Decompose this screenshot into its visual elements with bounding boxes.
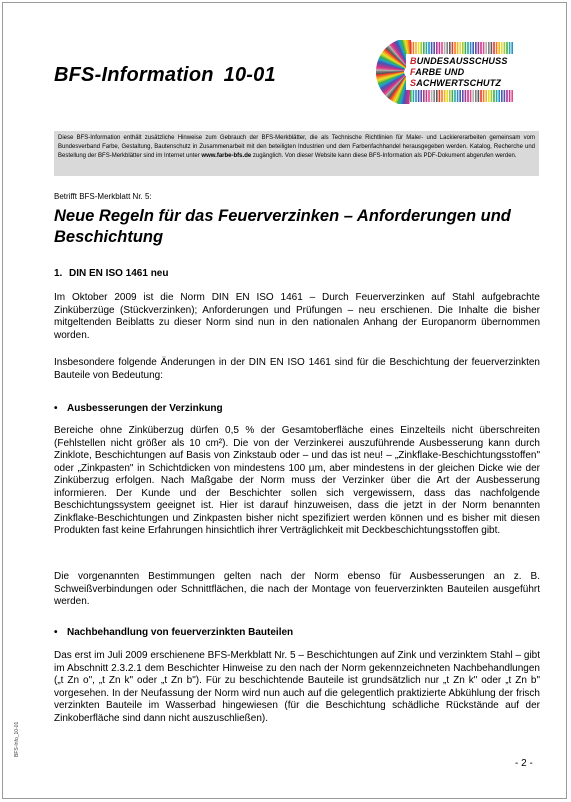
reference-line: Betrifft BFS-Merkblatt Nr. 5: [54, 192, 152, 201]
bullet-1-heading [54, 403, 223, 414]
logo-stripe [428, 42, 430, 54]
logo-stripe [504, 42, 506, 54]
bullet-icon: • [54, 627, 58, 638]
side-document-code: BFS-Info_10-01 [14, 721, 20, 757]
logo-stripe [509, 42, 511, 54]
logo-stripe [480, 42, 482, 54]
logo-stripe [415, 42, 417, 54]
section-1-paragraph-2: Insbesondere folgende Änderungen in der DIN EN ISO 1461 sind für die Beschichtung der feuerverzinkten Bauteile von Bedeutung: [54, 357, 540, 381]
logo-stripe [444, 90, 446, 102]
logo-stripe [493, 42, 495, 54]
logo-stripe [418, 90, 420, 102]
document-number: 10-01 [223, 64, 276, 86]
logo-stripe [475, 90, 477, 102]
logo-stripe [485, 90, 487, 102]
logo-stripe [446, 90, 448, 102]
logo-stripe [504, 90, 506, 102]
document-title [54, 64, 276, 87]
logo-stripe [431, 90, 433, 102]
logo-stripe [488, 90, 490, 102]
section-number: 1. [54, 268, 63, 279]
logo-stripe [433, 42, 435, 54]
logo-line-2: FARBE UND [410, 67, 465, 77]
info-text: Diese BFS-Information enthält zusätzliche Hinweise zum Gebrauch der BFS-Merkblätter, die als Technische Richtlinien für Maler- und Lackiererarbeiten gemeinsam vom Bundesverband Farbe, Gestaltung, Bautenschutz in Zusammenarbeit mit den beteiligten Industrien und dem Farbenfachhandel herausgegeben werden. Katalog, Recherche und Bestellung der BFS-Merkblätter sind im Internet unter [58, 135, 535, 160]
logo-stripe [433, 90, 435, 102]
logo-stripe [467, 90, 469, 102]
logo-stripe [452, 42, 454, 54]
bullet-1-paragraph-1: Bereiche ohne Zinküberzug dürfen 0,5 % der Gesamtoberfläche eines Einzelteils nicht überschreiten (Fehlstellen nicht größer als 10 cm²). Die von der Verzinkerei auszuführende Ausbesserung kann durch Zinklote, Beschichtungen auf Basis von Zinkstaub oder – und das ist neu! – „Zinkflake-Beschichtungsstoffen" oder „Zinkpasten" in Schichtdicken von mindestens 100 µm, aber mindestens in der gleichen Dicke wie der Zinküberzug erfolgen. Nach Maßgabe der Norm muss der Verzinker über die Art der Ausbesserung informieren. Der Kunde und der Beschichter sollen sich vergewissern, dass das nachfolgende Beschichtungssystem geeignet ist. Hier ist darauf hinzuweisen, dass die jetzt in der Norm benannten Zinkflake-Beschichtungen und Zinkpasten bisher nicht spezifiziert werden können und es bisher mit diesen Produkten fast keine Erfahrungen hinsichtlich ihrer Verträglichkeit mit Deckbeschichtungsstoffen gibt. [54, 425, 540, 536]
bullet-heading-text: Ausbesserungen der Verzinkung [67, 403, 223, 414]
logo-stripe [470, 90, 472, 102]
logo-stripe [509, 90, 511, 102]
logo-stripe [459, 42, 461, 54]
logo-stripe [439, 42, 441, 54]
logo-stripe [446, 42, 448, 54]
logo-stripe [431, 42, 433, 54]
logo-stripe [415, 90, 417, 102]
logo-stripe [483, 42, 485, 54]
logo-stripe [449, 90, 451, 102]
page-number: - 2 - [515, 758, 533, 769]
logo-stripe [496, 42, 498, 54]
logo-stripe [485, 42, 487, 54]
section-heading-text: DIN EN ISO 1461 neu [69, 268, 169, 279]
logo-stripe [413, 42, 415, 54]
logo-stripe [428, 90, 430, 102]
logo-stripe [511, 90, 513, 102]
logo-stripe [454, 42, 456, 54]
logo-stripe [498, 90, 500, 102]
logo-stripe [493, 90, 495, 102]
document-title-name: BFS-Information [54, 64, 214, 86]
logo-stripe [496, 90, 498, 102]
logo-stripe [439, 90, 441, 102]
logo-stripe [449, 42, 451, 54]
logo-stripe [441, 42, 443, 54]
logo-stripe [465, 90, 467, 102]
logo-stripe [436, 90, 438, 102]
logo-stripe [483, 90, 485, 102]
logo-stripe [441, 90, 443, 102]
logo-stripe [470, 42, 472, 54]
logo-stripe [426, 42, 428, 54]
info-text-end: zugänglich. Von dieser Website kann diese BFS-Information als PDF-Dokument abgerufen werden. [251, 153, 517, 160]
logo-stripe [506, 90, 508, 102]
logo-line-3: SACHWERTSCHUTZ [410, 78, 502, 88]
logo-stripe [478, 90, 480, 102]
bullet-2-paragraph-1: Das erst im Juli 2009 erschienene BFS-Merkblatt Nr. 5 – Beschichtungen auf Zink und verzinktem Stahl – gibt im Abschnitt 2.3.2.1 dem Beschichter Hinweise zu den nach der Norm gekennzeichneten Nachbehandlungen („t Zn o", „t Zn k" oder „t Zn b"). Für zu beschichtende Bauteile ist grundsätzlich nur „t Zn k" oder „t Zn b" vorgesehen. In der Neufassung der Norm wird nun auch auf die gelegentlich praktizierte Abkühlung der frisch verzinkten Bauteile im Wasserbad hingewiesen (für die Beschichtung schädliche Rückstände auf der Zinkoberfläche sind dann nicht auszuschließen). [54, 650, 540, 724]
logo-line-1: BUNDESAUSSCHUSS [410, 56, 508, 66]
bfs-logo [376, 40, 514, 104]
logo-stripe [475, 42, 477, 54]
bullet-icon: • [54, 403, 58, 414]
logo-stripe [467, 42, 469, 54]
logo-stripe [472, 42, 474, 54]
logo-stripe [491, 42, 493, 54]
logo-stripe [506, 42, 508, 54]
logo-stripe [410, 90, 412, 102]
logo-stripe [491, 90, 493, 102]
bullet-2-heading [54, 627, 293, 638]
logo-stripe [472, 90, 474, 102]
website-link[interactable]: www.farbe-bfs.de [201, 153, 252, 160]
logo-stripe [501, 90, 503, 102]
logo-stripe [488, 42, 490, 54]
logo-stripe [457, 90, 459, 102]
logo-stripe [423, 90, 425, 102]
main-title: Neue Regeln für das Feuerverzinken – Anforderungen und Beschichtung [54, 207, 511, 246]
logo-stripe [501, 42, 503, 54]
logo-stripe [413, 90, 415, 102]
logo-stripe [478, 42, 480, 54]
logo-stripe [423, 42, 425, 54]
logo-stripe [436, 42, 438, 54]
logo-stripe [452, 90, 454, 102]
logo-stripe [444, 42, 446, 54]
info-box [54, 131, 539, 176]
logo-stripe [410, 42, 412, 54]
logo-stripe [420, 90, 422, 102]
logo-stripe [462, 42, 464, 54]
logo-stripe [511, 42, 513, 54]
logo-stripe [480, 90, 482, 102]
logo-stripe [420, 42, 422, 54]
logo-stripe [457, 42, 459, 54]
logo-stripe [462, 90, 464, 102]
logo-stripe [454, 90, 456, 102]
bullet-1-paragraph-2: Die vorgenannten Bestimmungen gelten nach der Norm ebenso für Ausbesserungen an z. B. Schweißverbindungen oder Schnittflächen, die nach der Montage von feuerverzinkten Bauteilen ausgeführt werden. [54, 571, 540, 607]
logo-stripe [498, 42, 500, 54]
section-1-paragraph-1: Im Oktober 2009 ist die Norm DIN EN ISO 1461 – Durch Feuerverzinken auf Stahl aufgebrachte Zinküberzüge (Stückverzinken); Anforderungen und Prüfungen – neu erschienen. Die Inhalte die bisher mitgeltenden Beiblatts zu dieser Norm sind nun in den nationalen Anhang der Europanorm übernommen worden. [54, 292, 540, 341]
logo-stripe [459, 90, 461, 102]
bullet-heading-text: Nachbehandlung von feuerverzinkten Bauteilen [67, 627, 294, 638]
logo-stripe [418, 42, 420, 54]
logo-stripe [426, 90, 428, 102]
logo-stripe [465, 42, 467, 54]
section-1-heading [54, 268, 168, 279]
